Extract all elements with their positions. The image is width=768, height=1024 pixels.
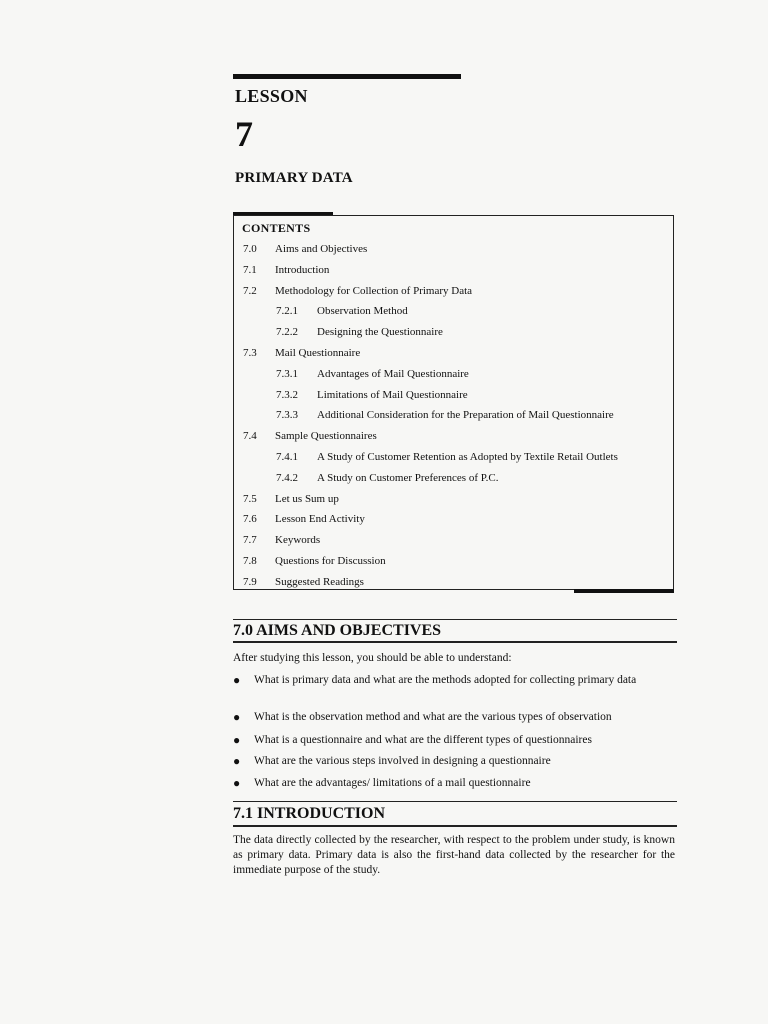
toc-item-title: Keywords: [275, 534, 321, 546]
toc-item-title: Methodology for Collection of Primary Data: [275, 285, 473, 297]
toc-item-title: Limitations of Mail Questionnaire: [317, 389, 468, 401]
toc-item-number: 7.1: [243, 264, 257, 276]
toc-item-number: 7.3.1: [276, 368, 298, 380]
toc-item-title: Designing the Questionnaire: [317, 326, 443, 338]
toc-item-title: Introduction: [275, 264, 330, 276]
bullet-icon: ●: [233, 776, 241, 790]
toc-item-title: Aims and Objectives: [275, 243, 368, 255]
toc-item-title: Advantages of Mail Questionnaire: [317, 368, 469, 380]
toc-item-title: Let us Sum up: [275, 493, 339, 505]
aims-bullet-text: What is a questionnaire and what are the different types of questionnaires: [254, 734, 592, 746]
aims-bullet: [233, 754, 675, 770]
aims-bullet-text: What are the various steps involved in designing a questionnaire: [254, 755, 551, 767]
intro-heading: 7.1 INTRODUCTION: [233, 805, 386, 822]
bullet-icon: ●: [233, 710, 241, 724]
aims-heading: 7.0 AIMS AND OBJECTIVES: [233, 622, 442, 639]
aims-rule-bottom: [233, 641, 677, 643]
aims-bullet: [233, 776, 675, 792]
aims-intro: After studying this lesson, you should be able to understand:: [233, 652, 512, 664]
toc-item-number: 7.7: [243, 534, 257, 546]
toc-item-number: 7.4.2: [276, 472, 298, 484]
toc-item-number: 7.4.1: [276, 451, 298, 463]
bullet-icon: ●: [233, 733, 241, 747]
toc-item-number: 7.8: [243, 555, 257, 567]
aims-bullet-text: What is the observation method and what are the various types of observation: [254, 711, 612, 723]
lesson-label: LESSON: [235, 86, 308, 106]
bullet-icon: ●: [233, 754, 241, 768]
aims-bullet-text: What are the advantages/ limitations of a mail questionnaire: [254, 777, 531, 789]
top-rule: [233, 74, 461, 79]
toc-item-title: Observation Method: [317, 305, 408, 317]
aims-bullet: [233, 710, 675, 726]
toc-item-number: 7.5: [243, 493, 257, 505]
toc-item-number: 7.6: [243, 513, 257, 525]
toc-item-number: 7.3: [243, 347, 257, 359]
toc-item-title: Additional Consideration for the Preparation of Mail Questionnaire: [317, 409, 614, 421]
toc-item-title: Mail Questionnaire: [275, 347, 361, 359]
intro-rule-top: [233, 801, 677, 802]
aims-bullet: [233, 733, 675, 749]
toc-item-number: 7.3.3: [276, 409, 298, 421]
aims-bullet-text: What is primary data and what are the methods adopted for collecting primary data: [254, 674, 637, 686]
toc-item-title: A Study of Customer Retention as Adopted by Textile Retail Outlets: [317, 451, 618, 463]
toc-item-title: Sample Questionnaires: [275, 430, 377, 442]
bullet-icon: ●: [233, 673, 241, 687]
toc-item-number: 7.0: [243, 243, 257, 255]
toc-item-title: A Study on Customer Preferences of P.C.: [317, 472, 499, 484]
toc-item-number: 7.9: [243, 576, 257, 588]
toc-item-number: 7.2.1: [276, 305, 298, 317]
aims-rule-top: [233, 619, 677, 620]
toc-item-title: Suggested Readings: [275, 576, 364, 588]
contents-bottom-bar: [574, 589, 674, 593]
lesson-title: PRIMARY DATA: [235, 170, 353, 186]
lesson-number: 7: [235, 114, 253, 154]
toc-item-title: Lesson End Activity: [275, 513, 365, 525]
toc-item-number: 7.3.2: [276, 389, 298, 401]
intro-paragraph: The data directly collected by the researcher, with respect to the problem under study, is known as primary data. Primary data is also the first-hand data collected by the researcher for the immediate purpose of the study.: [233, 834, 675, 876]
toc-item-number: 7.2.2: [276, 326, 298, 338]
contents-heading: CONTENTS: [242, 221, 311, 235]
aims-bullet: [233, 673, 675, 703]
intro-rule-bottom: [233, 825, 677, 827]
toc-item-title: Questions for Discussion: [275, 555, 386, 567]
toc-item-number: 7.4: [243, 430, 257, 442]
toc-item-number: 7.2: [243, 285, 257, 297]
